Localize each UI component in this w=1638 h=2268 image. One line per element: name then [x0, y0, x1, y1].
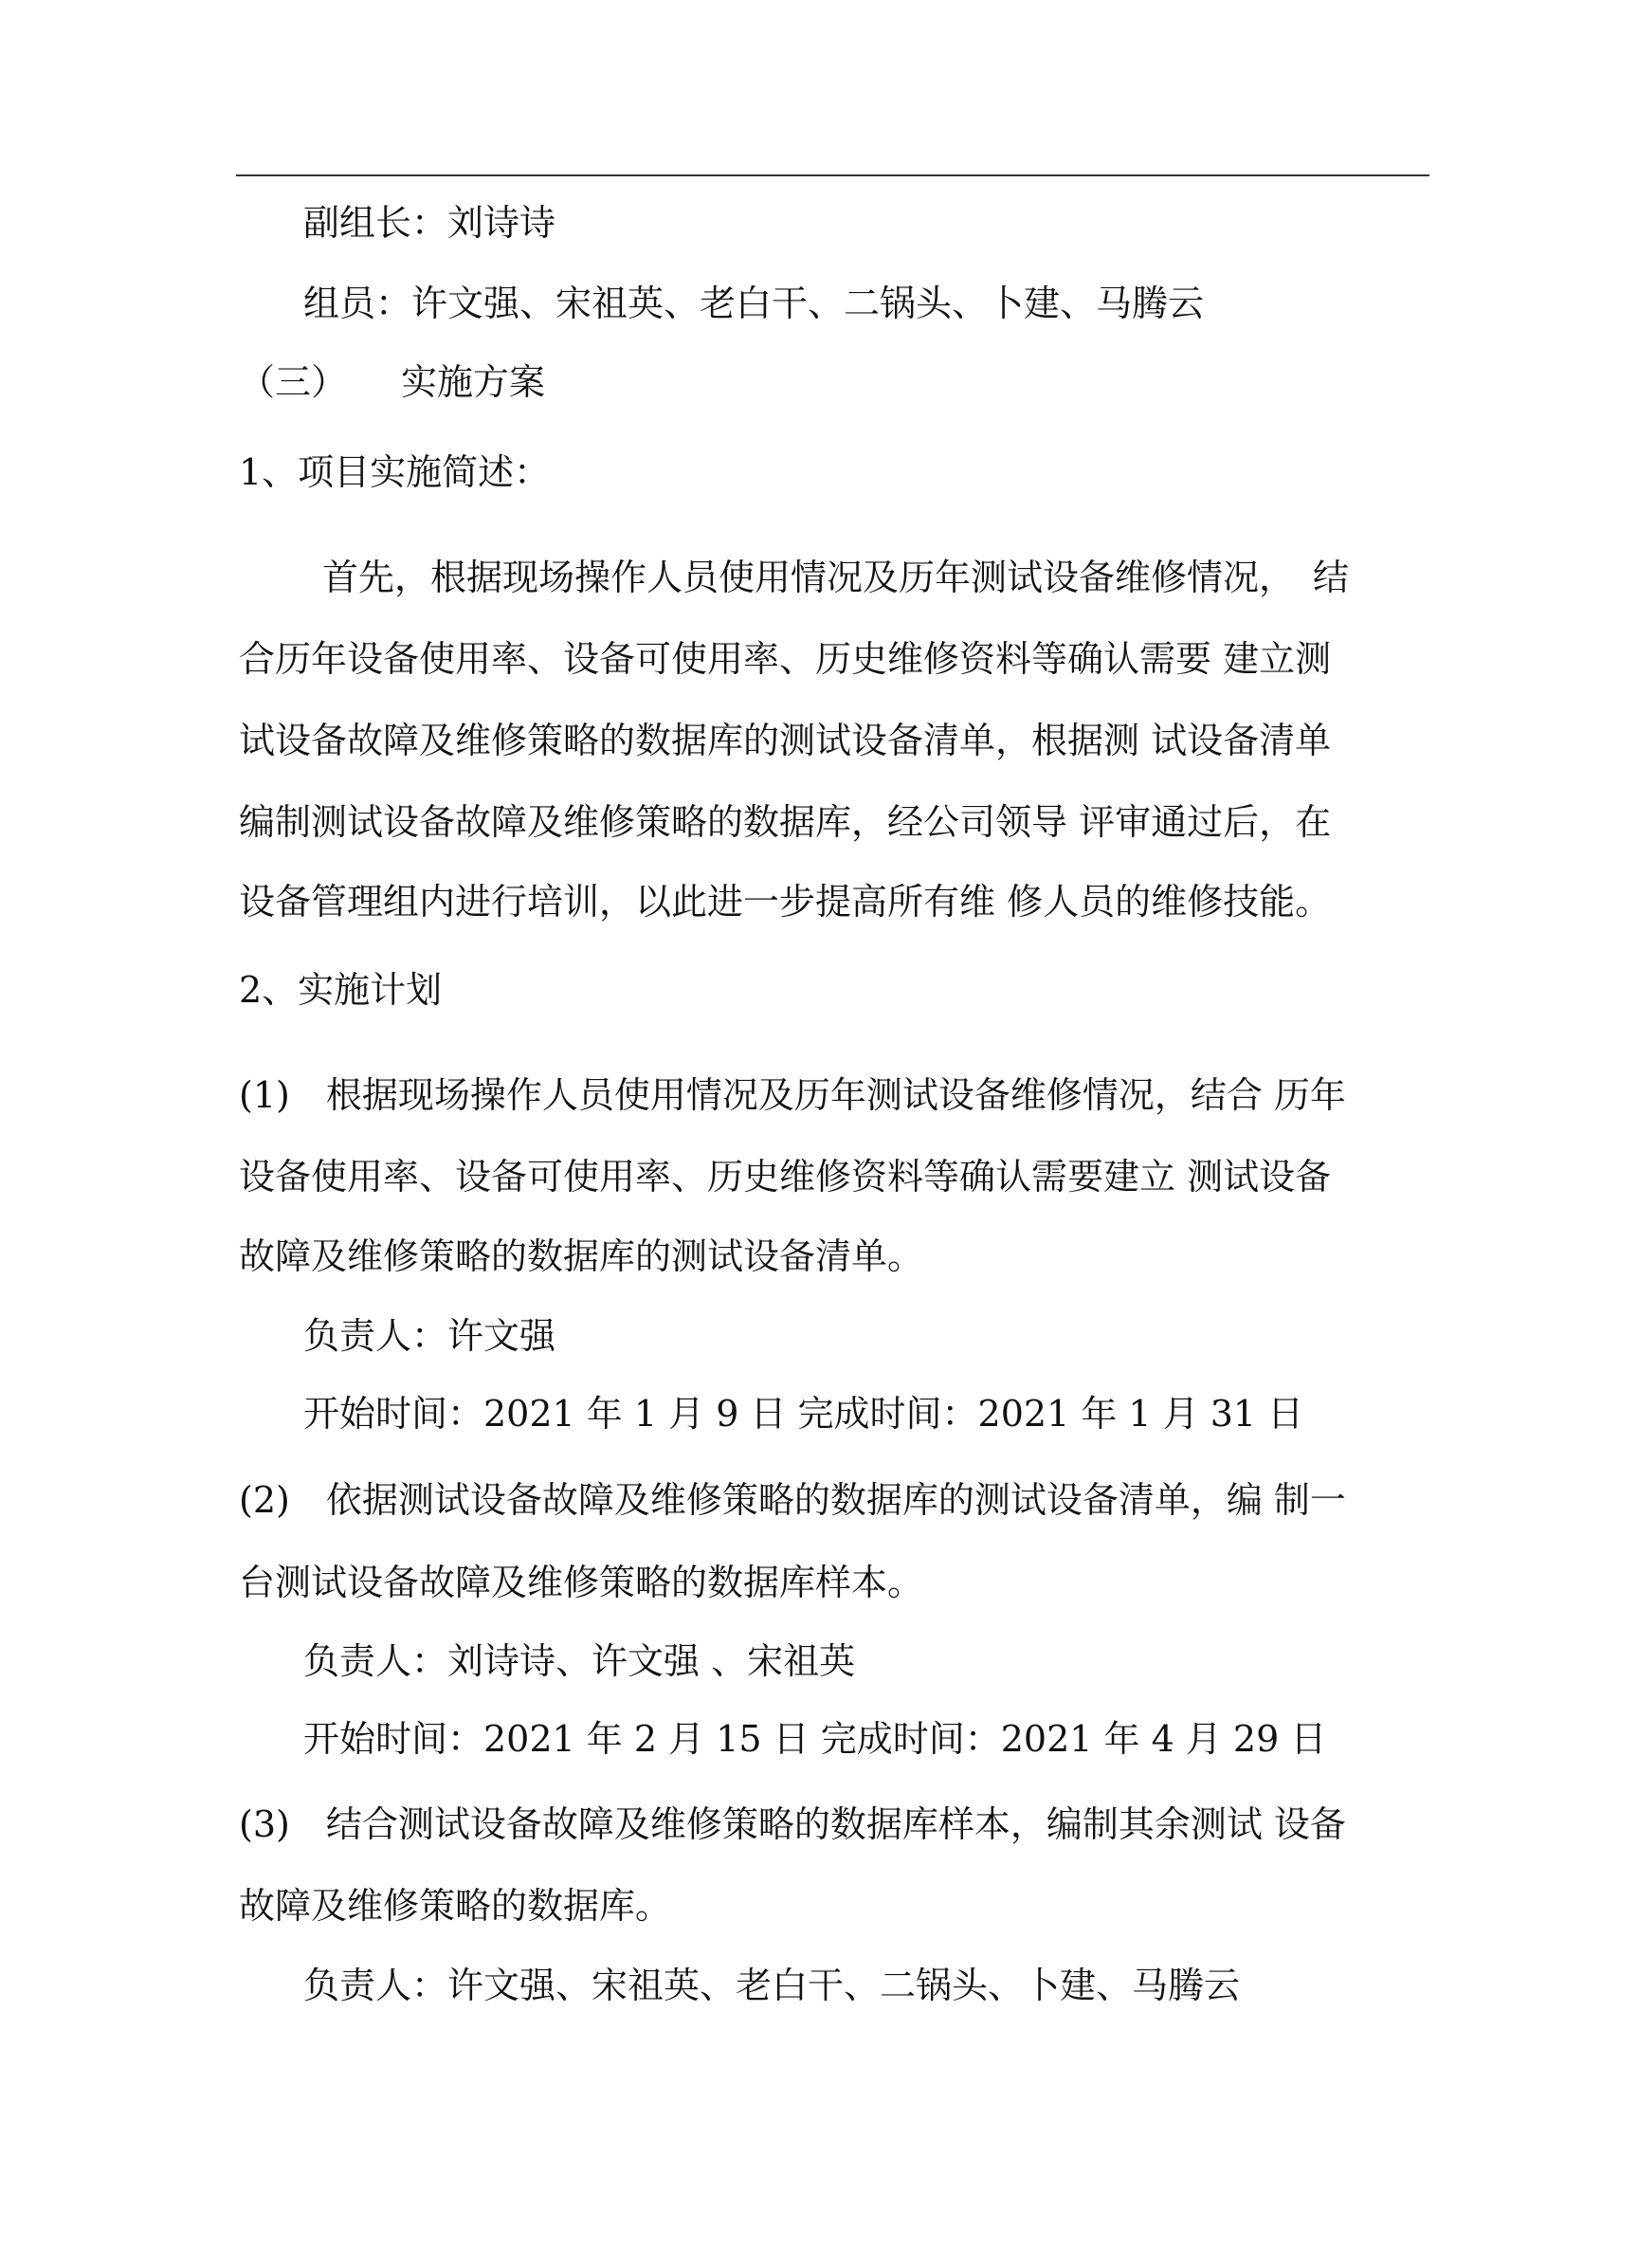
- section-heading-implementation: （三） 实施方案: [239, 361, 546, 403]
- header-rule: [236, 174, 1429, 176]
- overview-paragraph-line-4: 编制测试设备故障及维修策略的数据库，经公司领导 评审通过后，在: [239, 801, 1332, 843]
- overview-paragraph-line-5: 设备管理组内进行培训，以此进一步提高所有维 修人员的维修技能。: [239, 881, 1332, 923]
- plan-item-2-line-1: (2) 依据测试设备故障及维修策略的数据库的测试设备清单，编 制一: [239, 1479, 1346, 1521]
- overview-paragraph-line-3: 试设备故障及维修策略的数据库的测试设备清单，根据测 试设备清单: [239, 720, 1332, 761]
- subheading-overview: 1、项目实施简述：: [239, 451, 551, 493]
- plan-item-1-owner: 负责人：许文强: [303, 1315, 556, 1357]
- members-line: 组员：许文强、宋祖英、老白干、二锅头、卜建、马腾云: [303, 283, 1205, 324]
- plan-item-2-line-2: 台测试设备故障及维修策略的数据库样本。: [239, 1562, 924, 1603]
- plan-item-1-line-3: 故障及维修策略的数据库的测试设备清单。: [239, 1235, 924, 1277]
- overview-paragraph-line-2: 合历年设备使用率、设备可使用率、历史维修资料等确认需要 建立测: [239, 638, 1332, 680]
- plan-item-1-dates: 开始时间：2021 年 1 月 9 日 完成时间：2021 年 1 月 31 日: [303, 1393, 1304, 1435]
- plan-item-1-line-2: 设备使用率、设备可使用率、历史维修资料等确认需要建立 测试设备: [239, 1156, 1332, 1198]
- plan-item-3-line-1: (3) 结合测试设备故障及维修策略的数据库样本，编制其余测试 设备: [239, 1803, 1346, 1845]
- plan-item-1-line-1: (1) 根据现场操作人员使用情况及历年测试设备维修情况，结合 历年: [239, 1074, 1346, 1116]
- deputy-leader-line: 副组长：刘诗诗: [303, 202, 556, 244]
- plan-item-2-dates: 开始时间：2021 年 2 月 15 日 完成时间：2021 年 4 月 29 日: [303, 1718, 1327, 1760]
- plan-item-2-owner: 负责人：刘诗诗、许文强 、宋祖英: [303, 1640, 856, 1682]
- plan-item-3-line-2: 故障及维修策略的数据库。: [239, 1885, 672, 1927]
- plan-item-3-owner: 负责人：许文强、宋祖英、老白干、二锅头、卜建、马腾云: [303, 1965, 1241, 2006]
- overview-paragraph-line-1: 首先，根据现场操作人员使用情况及历年测试设备维修情况， 结: [322, 557, 1350, 598]
- subheading-plan: 2、实施计划: [239, 969, 443, 1011]
